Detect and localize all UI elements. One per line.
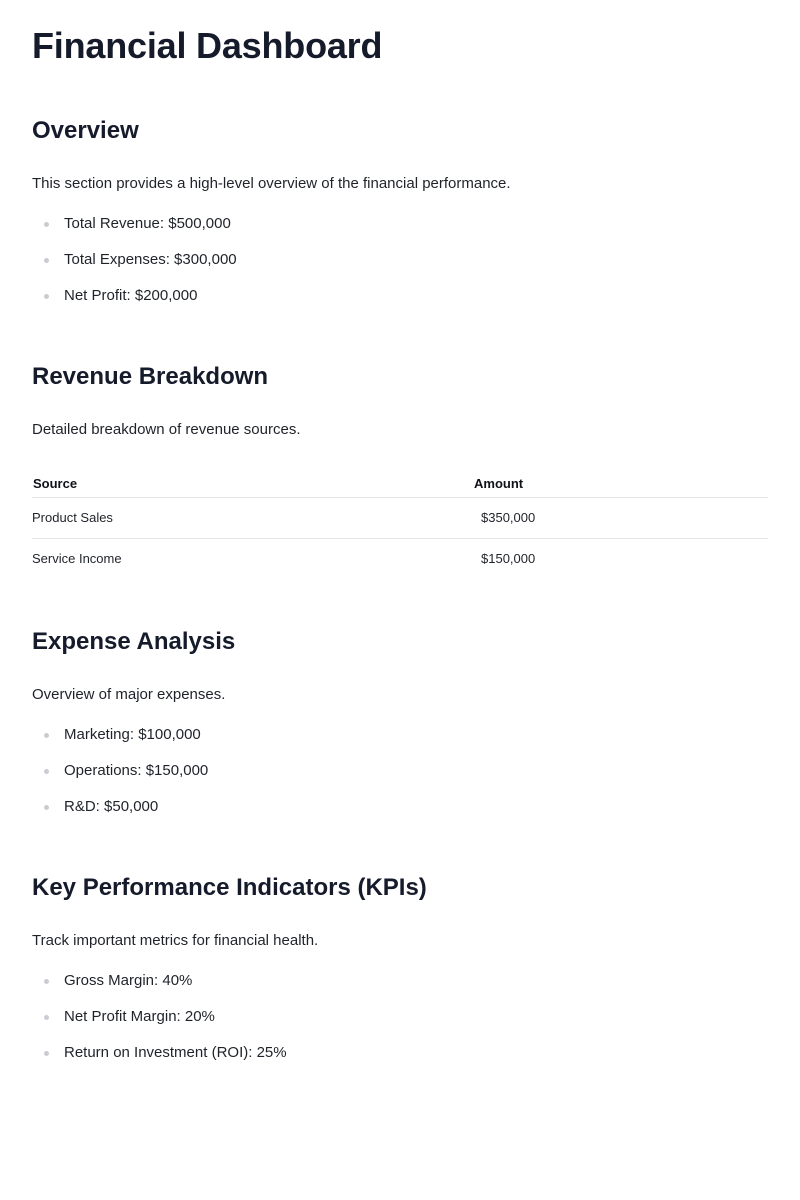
list-item	[32, 1043, 768, 1063]
expense-description: Overview of major expenses.	[32, 686, 226, 703]
bullet-icon	[44, 979, 49, 984]
list-item-text: Net Profit: $200,000	[64, 287, 198, 304]
list-item-text: Marketing: $100,000	[64, 726, 201, 743]
overview-list	[32, 214, 768, 306]
expense-heading: Expense Analysis	[32, 628, 236, 655]
kpi-heading: Key Performance Indicators (KPIs)	[32, 874, 427, 901]
bullet-icon	[44, 805, 49, 810]
table-cell-amount: $350,000	[473, 498, 768, 539]
list-item-text: Total Expenses: $300,000	[64, 251, 237, 268]
table-cell-source: Product Sales	[32, 498, 473, 539]
overview-heading: Overview	[32, 117, 139, 144]
bullet-icon	[44, 1015, 49, 1020]
table-header-amount: Amount	[473, 476, 768, 498]
bullet-icon	[44, 769, 49, 774]
list-item-text: Net Profit Margin: 20%	[64, 1008, 215, 1025]
list-item-text: Total Revenue: $500,000	[64, 215, 231, 232]
table-cell-amount: $150,000	[481, 551, 536, 566]
list-item	[32, 214, 768, 234]
overview-section	[32, 116, 768, 306]
bullet-icon	[44, 294, 49, 299]
list-item	[32, 286, 768, 306]
list-item	[32, 797, 768, 817]
bullet-icon	[44, 1051, 49, 1056]
page-title: Financial Dashboard	[32, 25, 383, 66]
list-item-text: Return on Investment (ROI): 25%	[64, 1044, 287, 1061]
revenue-section	[32, 362, 768, 579]
list-item-text: R&D: $50,000	[64, 798, 159, 815]
expense-list	[32, 725, 768, 817]
list-item	[32, 250, 768, 270]
list-item	[32, 725, 768, 745]
kpi-list	[32, 971, 768, 1063]
bullet-icon	[44, 258, 49, 263]
revenue-description: Detailed breakdown of revenue sources.	[32, 421, 301, 438]
bullet-icon	[44, 733, 49, 738]
list-item	[32, 971, 768, 991]
table-header-row	[32, 476, 768, 498]
revenue-table	[32, 476, 768, 579]
kpi-description: Track important metrics for financial health.	[32, 932, 319, 949]
expense-section	[32, 627, 768, 817]
table-row	[32, 539, 768, 580]
bullet-icon	[44, 222, 49, 227]
revenue-heading: Revenue Breakdown	[32, 363, 269, 390]
table-row	[32, 498, 768, 539]
list-item	[32, 761, 768, 781]
table-cell-source: Service Income	[32, 551, 122, 566]
table-header-source: Source	[32, 476, 473, 498]
list-item-text: Gross Margin: 40%	[64, 972, 193, 989]
kpi-section	[32, 873, 768, 1063]
list-item	[32, 1007, 768, 1027]
list-item-text: Operations: $150,000	[64, 762, 209, 779]
overview-description: This section provides a high-level overview of the financial performance.	[32, 175, 511, 192]
